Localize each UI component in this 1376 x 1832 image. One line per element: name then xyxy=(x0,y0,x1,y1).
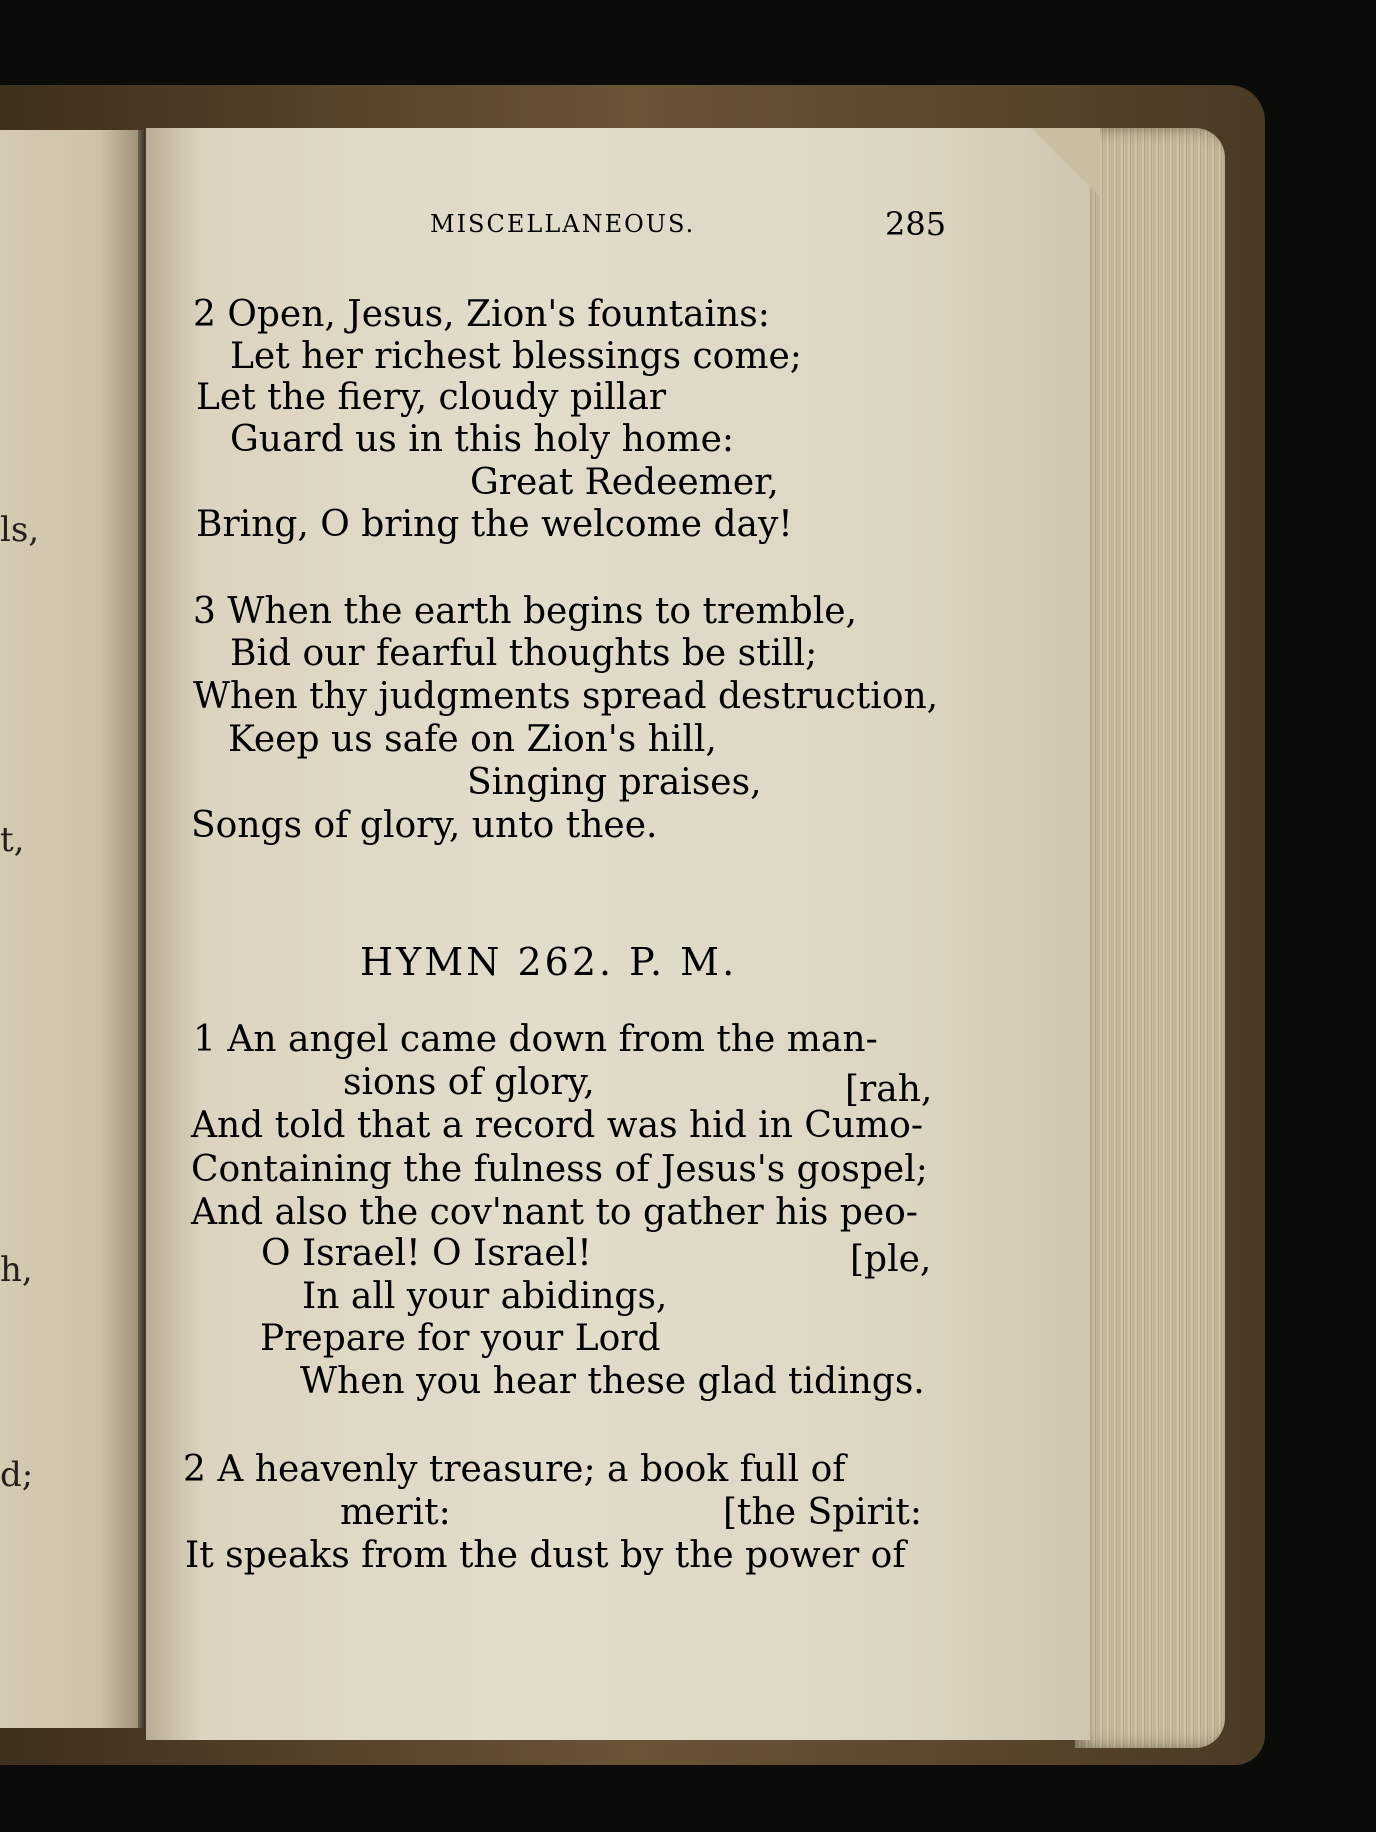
verse-line: 2 A heavenly treasure; a book full of xyxy=(183,1449,846,1490)
hymn-title: HYMN 262. P. M. xyxy=(360,940,738,984)
verse-line: Containing the fulness of Jesus's gospel; xyxy=(191,1149,928,1190)
left-fragment: h, xyxy=(0,1250,33,1290)
verse-line: In all your abidings, xyxy=(302,1276,668,1317)
verse-line: Keep us safe on Zion's hill, xyxy=(228,719,717,760)
verse-line: sions of glory, xyxy=(343,1062,595,1103)
verse-line: merit: xyxy=(340,1492,451,1533)
verse-line: O Israel! O Israel! xyxy=(261,1233,592,1274)
verse-line: [the Spirit: xyxy=(723,1492,922,1533)
verse-line: And told that a record was hid in Cumo- xyxy=(191,1105,924,1146)
verse-line: Songs of glory, unto thee. xyxy=(191,805,658,846)
verse-line: [ple, xyxy=(850,1239,932,1280)
verse-line: 2 Open, Jesus, Zion's fountains: xyxy=(193,294,770,335)
verse-line: Singing praises, xyxy=(467,762,762,803)
verse-line: 3 When the earth begins to tremble, xyxy=(193,591,857,632)
verse-line: [rah, xyxy=(845,1069,933,1110)
verse-line: Bid our fearful thoughts be still; xyxy=(230,633,818,674)
verse-line: Let the fiery, cloudy pillar xyxy=(196,377,667,418)
verse-line: Bring, O bring the welcome day! xyxy=(196,504,793,545)
verse-line: Guard us in this holy home: xyxy=(230,419,735,460)
left-fragment: d; xyxy=(0,1455,34,1495)
left-page xyxy=(0,130,142,1728)
left-fragment: t, xyxy=(0,820,25,860)
verse-line: When you hear these glad tidings. xyxy=(300,1361,925,1402)
verse-line: It speaks from the dust by the power of xyxy=(185,1535,906,1576)
verse-line: Let her richest blessings come; xyxy=(230,336,802,377)
verse-line: And also the cov'nant to gather his peo- xyxy=(191,1192,918,1233)
running-head: MISCELLANEOUS. xyxy=(430,210,696,238)
verse-line: Great Redeemer, xyxy=(470,462,779,503)
verse-line: When thy judgments spread destruction, xyxy=(193,676,939,717)
page-corner xyxy=(1030,128,1100,198)
verse-line: 1 An angel came down from the man- xyxy=(193,1019,878,1060)
page-number: 285 xyxy=(885,205,947,243)
page-edges xyxy=(1075,128,1225,1748)
left-fragment: ls, xyxy=(0,510,40,550)
verse-line: Prepare for your Lord xyxy=(260,1318,661,1359)
